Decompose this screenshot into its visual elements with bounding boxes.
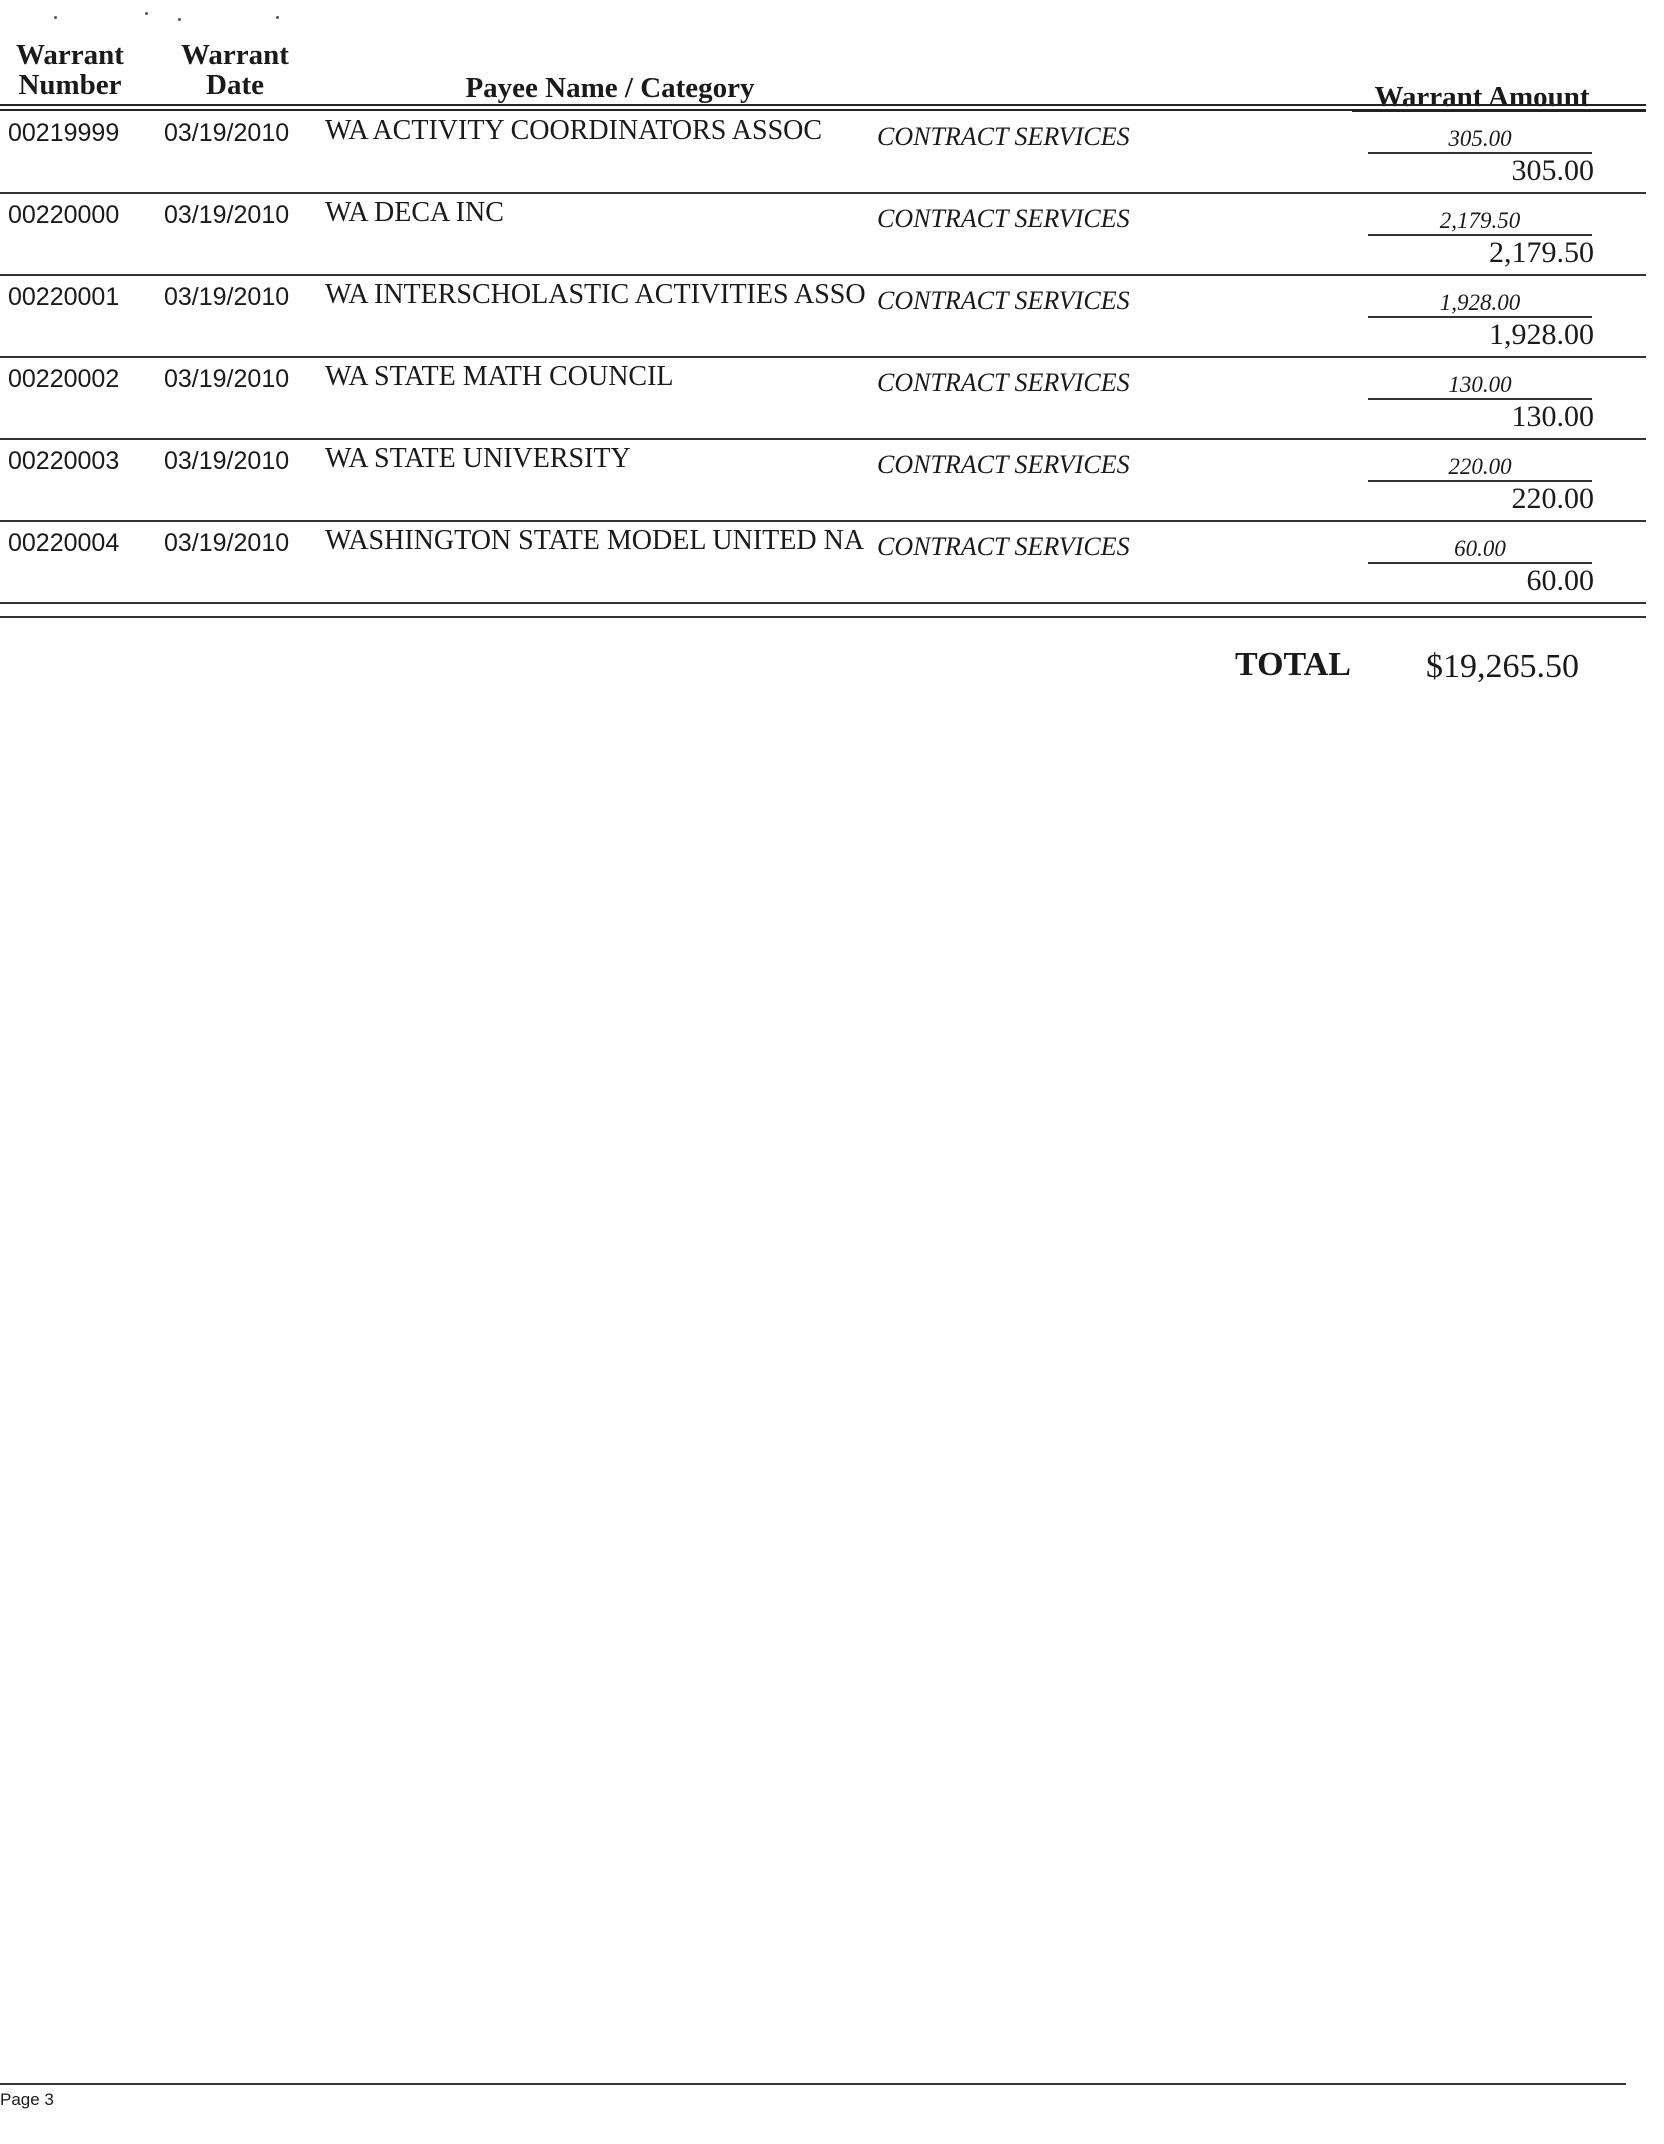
warrant-date: 03/19/2010 xyxy=(164,283,290,311)
line-amount: 130.00 xyxy=(1368,372,1592,400)
warrant-amount: 60.00 xyxy=(1526,564,1594,597)
header-payee-category: Payee Name / Category xyxy=(465,72,755,104)
warrant-table xyxy=(0,112,1646,604)
category: CONTRACT SERVICES xyxy=(877,204,1130,233)
header-amount-divider xyxy=(1352,104,1646,112)
line-amount: 60.00 xyxy=(1368,536,1592,564)
table-row xyxy=(0,276,1646,358)
warrant-number: 00220004 xyxy=(8,529,120,557)
warrant-date: 03/19/2010 xyxy=(164,119,290,147)
warrant-amount: 220.00 xyxy=(1511,482,1594,515)
line-amount: 220.00 xyxy=(1368,454,1592,482)
table-row xyxy=(0,112,1646,194)
warrant-number: 00220003 xyxy=(8,447,120,475)
header-warrant-date-text: Warrant Date xyxy=(181,39,289,101)
payee-name: WASHINGTON STATE MODEL UNITED NA xyxy=(325,525,865,556)
category: CONTRACT SERVICES xyxy=(877,122,1130,151)
warrant-amount: 305.00 xyxy=(1511,154,1594,187)
table-row xyxy=(0,522,1646,604)
table-bottom-rule xyxy=(0,616,1646,618)
footer-rule xyxy=(0,2083,1626,2085)
line-amount: 2,179.50 xyxy=(1368,208,1592,236)
warrant-date: 03/19/2010 xyxy=(164,447,290,475)
warrant-date: 03/19/2010 xyxy=(164,201,290,229)
warrant-number: 00220000 xyxy=(8,201,120,229)
header-warrant-number xyxy=(6,40,134,100)
category: CONTRACT SERVICES xyxy=(877,450,1130,479)
header-warrant-number-text: Warrant Number xyxy=(16,39,124,101)
header-warrant-amount: Warrant Amount xyxy=(1374,81,1590,113)
payee-name: WA INTERSCHOLASTIC ACTIVITIES ASSO xyxy=(325,279,866,310)
warrant-number: 00219999 xyxy=(8,119,120,147)
line-amount: 1,928.00 xyxy=(1368,290,1592,318)
payee-name: WA ACTIVITY COORDINATORS ASSOC xyxy=(325,115,823,146)
category: CONTRACT SERVICES xyxy=(877,286,1130,315)
header-warrant-date xyxy=(162,40,308,100)
category: CONTRACT SERVICES xyxy=(877,368,1130,397)
warrant-number: 00220002 xyxy=(8,365,120,393)
footer-page-number: Page 3 xyxy=(0,2090,54,2109)
payee-name: WA DECA INC xyxy=(325,197,504,228)
total-value: $19,265.50 xyxy=(1426,648,1579,685)
table-row xyxy=(0,194,1646,276)
table-row xyxy=(0,440,1646,522)
payee-name: WA STATE MATH COUNCIL xyxy=(325,361,674,392)
payee-name: WA STATE UNIVERSITY xyxy=(325,443,631,474)
warrant-date: 03/19/2010 xyxy=(164,365,290,393)
line-amount: 305.00 xyxy=(1368,126,1592,154)
warrant-amount: 2,179.50 xyxy=(1489,236,1594,269)
warrant-amount: 1,928.00 xyxy=(1489,318,1594,351)
warrant-amount: 130.00 xyxy=(1511,400,1594,433)
warrant-date: 03/19/2010 xyxy=(164,529,290,557)
total-label: TOTAL xyxy=(1235,646,1351,683)
table-row xyxy=(0,358,1646,440)
warrant-number: 00220001 xyxy=(8,283,120,311)
category: CONTRACT SERVICES xyxy=(877,532,1130,561)
